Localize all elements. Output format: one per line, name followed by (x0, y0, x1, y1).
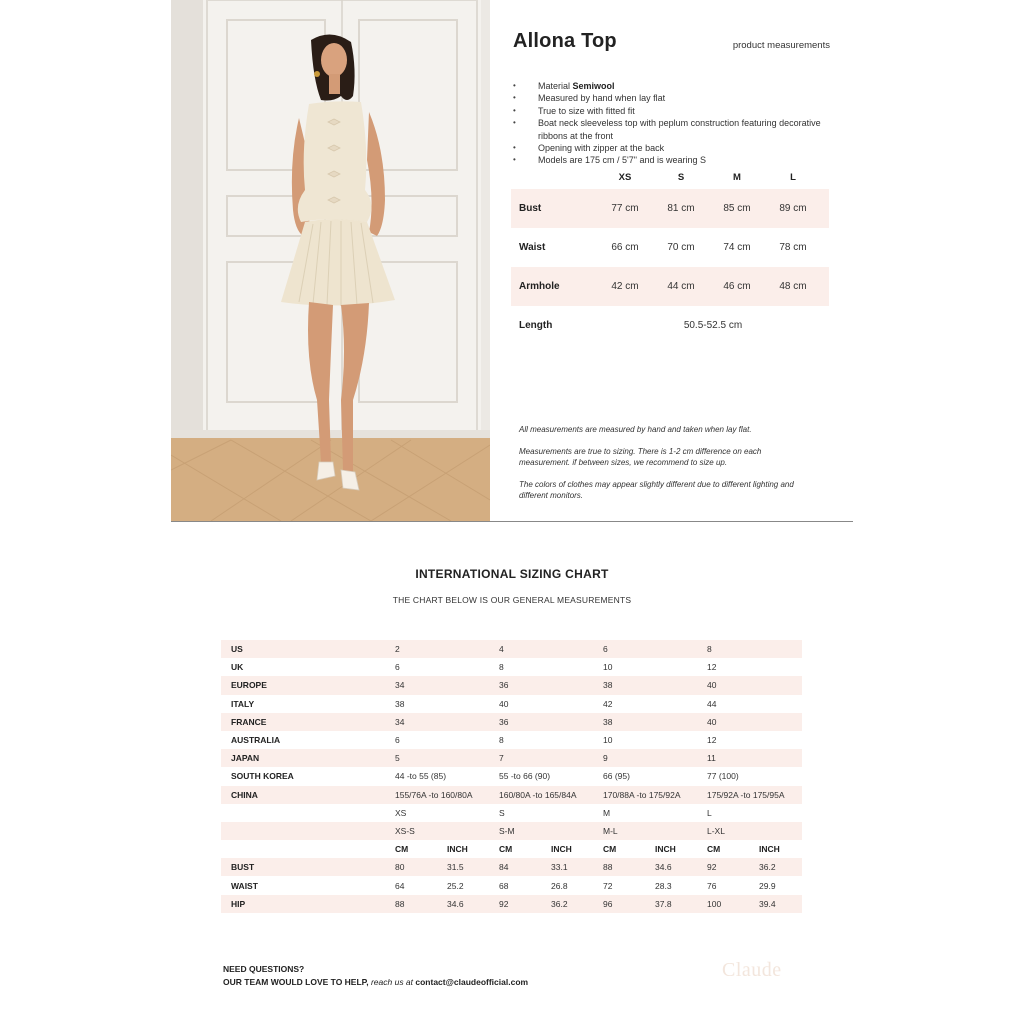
table-cell: 39.4 (759, 898, 776, 909)
table-cell: 42 (603, 698, 613, 709)
table-cell: 25.2 (447, 880, 464, 891)
table-row (221, 876, 802, 894)
table-cell: 34 (395, 716, 405, 727)
table-cell: 7 (499, 753, 504, 764)
intl-sizing-table (221, 640, 802, 913)
table-cell: 34.6 (447, 898, 464, 909)
table-row (221, 895, 802, 913)
product-details-list (513, 80, 833, 167)
measurement-value: 81 cm (667, 203, 695, 214)
table-cell: 11 (707, 753, 716, 764)
table-row (221, 658, 802, 676)
measurement-row-bust (511, 189, 829, 228)
table-row (221, 713, 802, 731)
table-row (221, 676, 802, 694)
table-cell: 72 (603, 880, 613, 891)
table-cell: 29.9 (759, 880, 776, 891)
row-label: US (231, 644, 243, 655)
table-row (221, 822, 802, 840)
detail-item: • Opening with zipper at the back (513, 142, 833, 154)
help-text: reach us at (368, 976, 416, 987)
table-cell: 40 (707, 680, 717, 691)
table-cell: L-XL (707, 825, 725, 836)
table-cell: 34 (395, 680, 405, 691)
detail-item: • Measured by hand when lay flat (513, 92, 833, 104)
row-label: HIP (231, 898, 246, 909)
row-label: EUROPE (231, 680, 267, 691)
table-row (221, 731, 802, 749)
measurement-value: 85 cm (723, 203, 751, 214)
unit-header-row (221, 840, 802, 858)
row-label: Waist (519, 242, 546, 253)
measurement-value: 42 cm (611, 281, 639, 292)
table-cell: 8 (499, 662, 504, 673)
help-contact (223, 963, 528, 988)
unit-header: CM (707, 844, 721, 855)
size-header-row (511, 172, 829, 189)
table-cell: 6 (395, 735, 400, 746)
table-cell: 37.8 (655, 898, 672, 909)
section-divider (171, 521, 853, 522)
table-cell: 100 (707, 898, 722, 909)
row-label: ITALY (231, 698, 255, 709)
table-cell: 12 (707, 662, 717, 673)
unit-header: INCH (759, 844, 780, 855)
table-cell: 8 (499, 735, 504, 746)
table-row (221, 749, 802, 767)
detail-item: • Material Semiwool (513, 80, 833, 92)
table-cell: 36 (499, 680, 509, 691)
table-cell: M-L (603, 825, 618, 836)
table-cell: 80 (395, 862, 405, 873)
table-cell: 170/88A -to 175/92A (603, 789, 681, 800)
table-cell: 88 (395, 898, 405, 909)
table-cell: 84 (499, 862, 509, 873)
intl-chart-subtitle: THE CHART BELOW IS OUR GENERAL MEASUREMENTS (392, 595, 632, 605)
table-cell: 28.3 (655, 880, 672, 891)
table-cell: M (603, 807, 611, 818)
table-cell: 4 (499, 644, 504, 655)
table-cell: 44 (707, 698, 717, 709)
table-cell: 64 (395, 880, 405, 891)
size-header: M (733, 172, 741, 183)
table-cell: 33.1 (551, 862, 568, 873)
table-cell: 160/80A -to 165/84A (499, 789, 577, 800)
table-cell: 6 (603, 644, 608, 655)
row-label: Length (519, 320, 553, 331)
row-label: AUSTRALIA (231, 735, 281, 746)
table-cell: 38 (603, 680, 613, 691)
table-cell: 8 (707, 644, 712, 655)
table-cell: 31.5 (447, 862, 464, 873)
brand-logo: Claude (722, 959, 782, 981)
row-label: JAPAN (231, 753, 260, 764)
size-header: XS (618, 172, 632, 183)
unit-header: CM (499, 844, 513, 855)
note-text: All measurements are measured by hand and taken when lay flat. (519, 425, 752, 434)
unit-header: INCH (447, 844, 468, 855)
table-cell: 36.2 (759, 862, 776, 873)
row-label: UK (231, 662, 244, 673)
measurement-value: 46 cm (723, 281, 751, 292)
row-label: CHINA (231, 789, 258, 800)
table-cell: S (499, 807, 505, 818)
size-header: L (790, 172, 796, 183)
table-row (221, 695, 802, 713)
table-row (221, 767, 802, 785)
measurement-row-length (511, 306, 829, 345)
table-cell: 175/92A -to 175/95A (707, 789, 785, 800)
unit-header: INCH (551, 844, 572, 855)
measurement-value: 50.5-52.5 cm (683, 320, 743, 331)
detail-item: • True to size with fitted fit (513, 105, 833, 117)
measurement-row-armhole (511, 267, 829, 306)
row-label: BUST (231, 862, 255, 873)
table-cell: 9 (603, 753, 608, 764)
table-cell: 36.2 (551, 898, 568, 909)
table-cell: 36 (499, 716, 509, 727)
measurement-value: 74 cm (723, 242, 751, 253)
product-photo (171, 0, 490, 521)
table-cell: 26.8 (551, 880, 568, 891)
table-cell: S-M (499, 825, 515, 836)
table-row (221, 858, 802, 876)
table-cell: 55 -to 66 (90) (499, 771, 551, 782)
measurement-value: 66 cm (611, 242, 639, 253)
note-text: The colors of clothes may appear slightly different due to different lighting and different monitors. (519, 480, 794, 500)
unit-header: CM (603, 844, 617, 855)
table-cell: 88 (603, 862, 613, 873)
measurement-table (511, 172, 829, 345)
table-cell: 76 (707, 880, 717, 891)
unit-header: INCH (655, 844, 676, 855)
table-cell: 68 (499, 880, 509, 891)
contact-email-link[interactable]: contact@claudeofficial.com (415, 976, 529, 987)
table-cell: 6 (395, 662, 400, 673)
table-cell: 77 (100) (707, 771, 739, 782)
product-title: Allona Top (513, 30, 617, 52)
intl-chart-title: INTERNATIONAL SIZING CHART (415, 567, 609, 581)
help-heading: NEED QUESTIONS? (223, 964, 305, 974)
measurement-notes (519, 424, 809, 512)
product-measurements-panel (490, 0, 853, 521)
table-cell: 5 (395, 753, 400, 764)
measurement-value: 44 cm (667, 281, 695, 292)
product-subtitle: product measurements (732, 40, 830, 51)
table-cell: 66 (95) (603, 771, 630, 782)
unit-header: CM (395, 844, 409, 855)
table-row (221, 640, 802, 658)
table-cell: XS (395, 807, 407, 818)
table-cell: 155/76A -to 160/80A (395, 789, 473, 800)
size-header: S (677, 172, 685, 183)
measurement-value: 77 cm (611, 203, 639, 214)
measurement-value: 48 cm (779, 281, 807, 292)
table-row (221, 786, 802, 804)
table-cell: 44 -to 55 (85) (395, 771, 447, 782)
table-cell: 10 (603, 662, 613, 673)
table-cell: L (707, 807, 712, 818)
row-label: Armhole (519, 281, 560, 292)
table-cell: 34.6 (655, 862, 672, 873)
measurement-value: 78 cm (779, 242, 807, 253)
table-cell: 38 (395, 698, 405, 709)
table-cell: 12 (707, 735, 717, 746)
table-cell: 10 (603, 735, 613, 746)
measurement-value: 89 cm (779, 203, 807, 214)
help-line (223, 976, 528, 989)
table-cell: 92 (707, 862, 717, 873)
table-cell: 92 (499, 898, 509, 909)
note-text: Measurements are true to sizing. There is 1-2 cm difference on each measurement. if between sizes, we recommend to size up. (519, 447, 762, 467)
row-label: SOUTH KOREA (231, 771, 294, 782)
table-cell: 38 (603, 716, 613, 727)
table-cell: 40 (707, 716, 717, 727)
help-text: OUR TEAM WOULD LOVE TO HELP, (223, 976, 369, 987)
table-cell: 2 (395, 644, 400, 655)
row-label: Bust (519, 203, 542, 214)
table-row (221, 804, 802, 822)
table-cell: XS-S (395, 825, 415, 836)
detail-item: • Models are 175 cm / 5'7" and is wearing S (513, 154, 833, 166)
row-label: FRANCE (231, 716, 267, 727)
table-cell: 96 (603, 898, 613, 909)
measurement-value: 70 cm (667, 242, 695, 253)
row-label: WAIST (231, 880, 258, 891)
table-cell: 40 (499, 698, 509, 709)
detail-item: • Boat neck sleeveless top with peplum construction featuring decorative ribbons at the front (513, 117, 833, 142)
measurement-row-waist (511, 228, 829, 267)
